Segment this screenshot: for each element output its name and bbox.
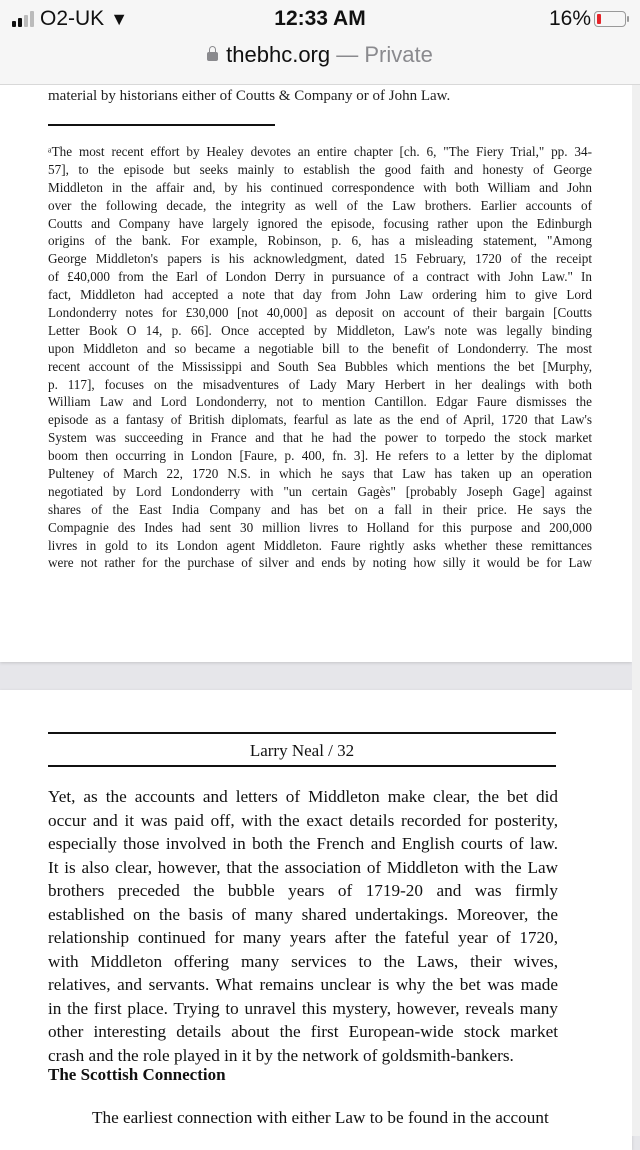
footnote-rule (48, 124, 275, 126)
cut-off-line: material by historians either of Coutts & Company or of John Law. (48, 88, 451, 104)
footnote-line: recent account of the Mississippi and South Sea Bubbles which mentions the bet [Murphy, (48, 358, 592, 374)
body-line: crash and the role played in it by the network of goldsmith-bankers. (48, 1045, 514, 1065)
body-line: occur and it was paid off, with the exact details recorded for posterity, (48, 810, 558, 830)
body-line: brothers preceded the bubble years of 1719-20 and was firmly (48, 881, 558, 900)
footnote-line: Letter Book O 14, p. 66]. Once accepted by Middleton, Law's note was legally binding (48, 322, 592, 338)
status-bar (0, 0, 640, 85)
header-rule-top (48, 732, 556, 734)
footnote-line: System was succeeding in France and that he had the power to torpedo the stock market (48, 430, 592, 446)
footnote-line: fact, Middleton had accepted a note that day from John Law ordering him to give Lord (48, 287, 592, 303)
private-label: — Private (330, 42, 433, 67)
body-line: Yet, as the accounts and letters of Middleton make clear, the bet did (48, 787, 558, 806)
running-header: Larry Neal / 32 (249, 741, 355, 760)
body-line: relationship continued for many years after the fateful year of 1720, (48, 928, 558, 947)
footnote-line: William Law and Lord Londonderry, not to mention Cantillon. Edgar Faure dismisses the (48, 394, 592, 410)
paragraph-first-line: The earliest connection with either Law to be found in the account (92, 1108, 549, 1127)
body-line: It is also clear, however, that the association of Middleton with the Law (48, 857, 558, 877)
footnote-line: origins of the bank. For example, Robinson, p. 6, has a misleading statement, "Among (48, 233, 592, 249)
footnote-line: were not rather for the purchase of silver and ends by noting how silly it would be for Law (48, 555, 592, 571)
footnote-line: ᵃThe most recent effort by Healey devotes an entire chapter [ch. 6, "The Fiery Trial," pp. 34- (48, 144, 592, 159)
body-line: established on the basis of many shared undertakings. Moreover, the (48, 904, 558, 924)
domain: thebhc.org (226, 42, 331, 67)
body-line: in the first place. Trying to unravel this mystery, however, reveals many (48, 998, 558, 1018)
body-paragraph (48, 785, 558, 1067)
body-line: other interesting details about the first European-wide stock market (48, 1022, 558, 1041)
footnote-line: livres in gold to its London agent Middleton. Faure rightly asks whether these remittances (48, 537, 592, 553)
footnote-line: Pulteney of March 22, 1720 N.S. in which he says that Law has taken up an operation (48, 466, 592, 482)
footnote-line: episode as a fantasy of British diplomats, fearful as late as the end of April, 1720 that Law's (48, 412, 592, 428)
footnote-line: of £40,000 from the Earl of London Derry in pursuance of a contract with John Law." In (48, 269, 592, 285)
body-line: with Middleton offering many services to the Laws, their wives, (48, 951, 558, 971)
footnote-line: Coutts and Company have largely ignored the episode, focusing rather upon the Edinburgh (48, 215, 592, 231)
body-line: especially those involved in both the French and English courts of law. (48, 834, 558, 853)
footnote-line: over the following decade, the integrity as well of the Law brothers. Earlier accounts of (48, 197, 592, 213)
footnote-line: shares of the East India Company and has bet on a fall in their price. He says the (48, 501, 592, 517)
scrollbar[interactable] (632, 84, 640, 1136)
footnote-line: boom then occurring in London [Faure, p. 400, fn. 3]. He refers to a letter by the diplomat (48, 448, 592, 464)
lock-icon (207, 52, 218, 61)
wifi-icon: ▼ (110, 8, 129, 29)
carrier-name: O2-UK (40, 7, 105, 30)
battery-icon (594, 11, 626, 27)
footnote-line: upon Middleton and so became a negotiable bill to the benefit of Londonderry. The most (48, 340, 592, 356)
footnote-line: Middleton in the affair and, by his continued correspondence with both William and John (48, 179, 592, 195)
footnote-line: negotiated by Lord Londonderry with "un certain Gagès" [probably Joseph Gage] against (48, 483, 592, 499)
address-bar[interactable] (0, 42, 640, 68)
pdf-page-2 (0, 690, 632, 1150)
battery-percent: 16% (548, 7, 591, 30)
footnote-line: 57], to the episode but seeks mainly to establish the good faith and honesty of George (48, 161, 592, 177)
battery (549, 7, 626, 31)
footnote-line: p. 117], focuses on the misadventures of Lady Mary Herbert in her dealings with both (48, 376, 592, 392)
footnote (48, 143, 592, 572)
footnote-line: Londonderry notes for £30,000 [not 40,000] as deposit on account of their bargain [Coutts (48, 305, 592, 321)
footnote-line: Compagnie des Indes had sent 30 million livres to Holland for this purpose and 200,000 (48, 519, 592, 535)
header-rule-bottom (48, 765, 556, 767)
body-line: relatives, and servants. What remains unclear is why the bet was made (48, 975, 558, 994)
footnote-line: George Middleton's papers is his acknowledgment, dated 15 February, 1720 of the receipt (48, 251, 592, 267)
clock: 12:33 AM (274, 7, 366, 30)
section-heading: The Scottish Connection (48, 1065, 226, 1084)
